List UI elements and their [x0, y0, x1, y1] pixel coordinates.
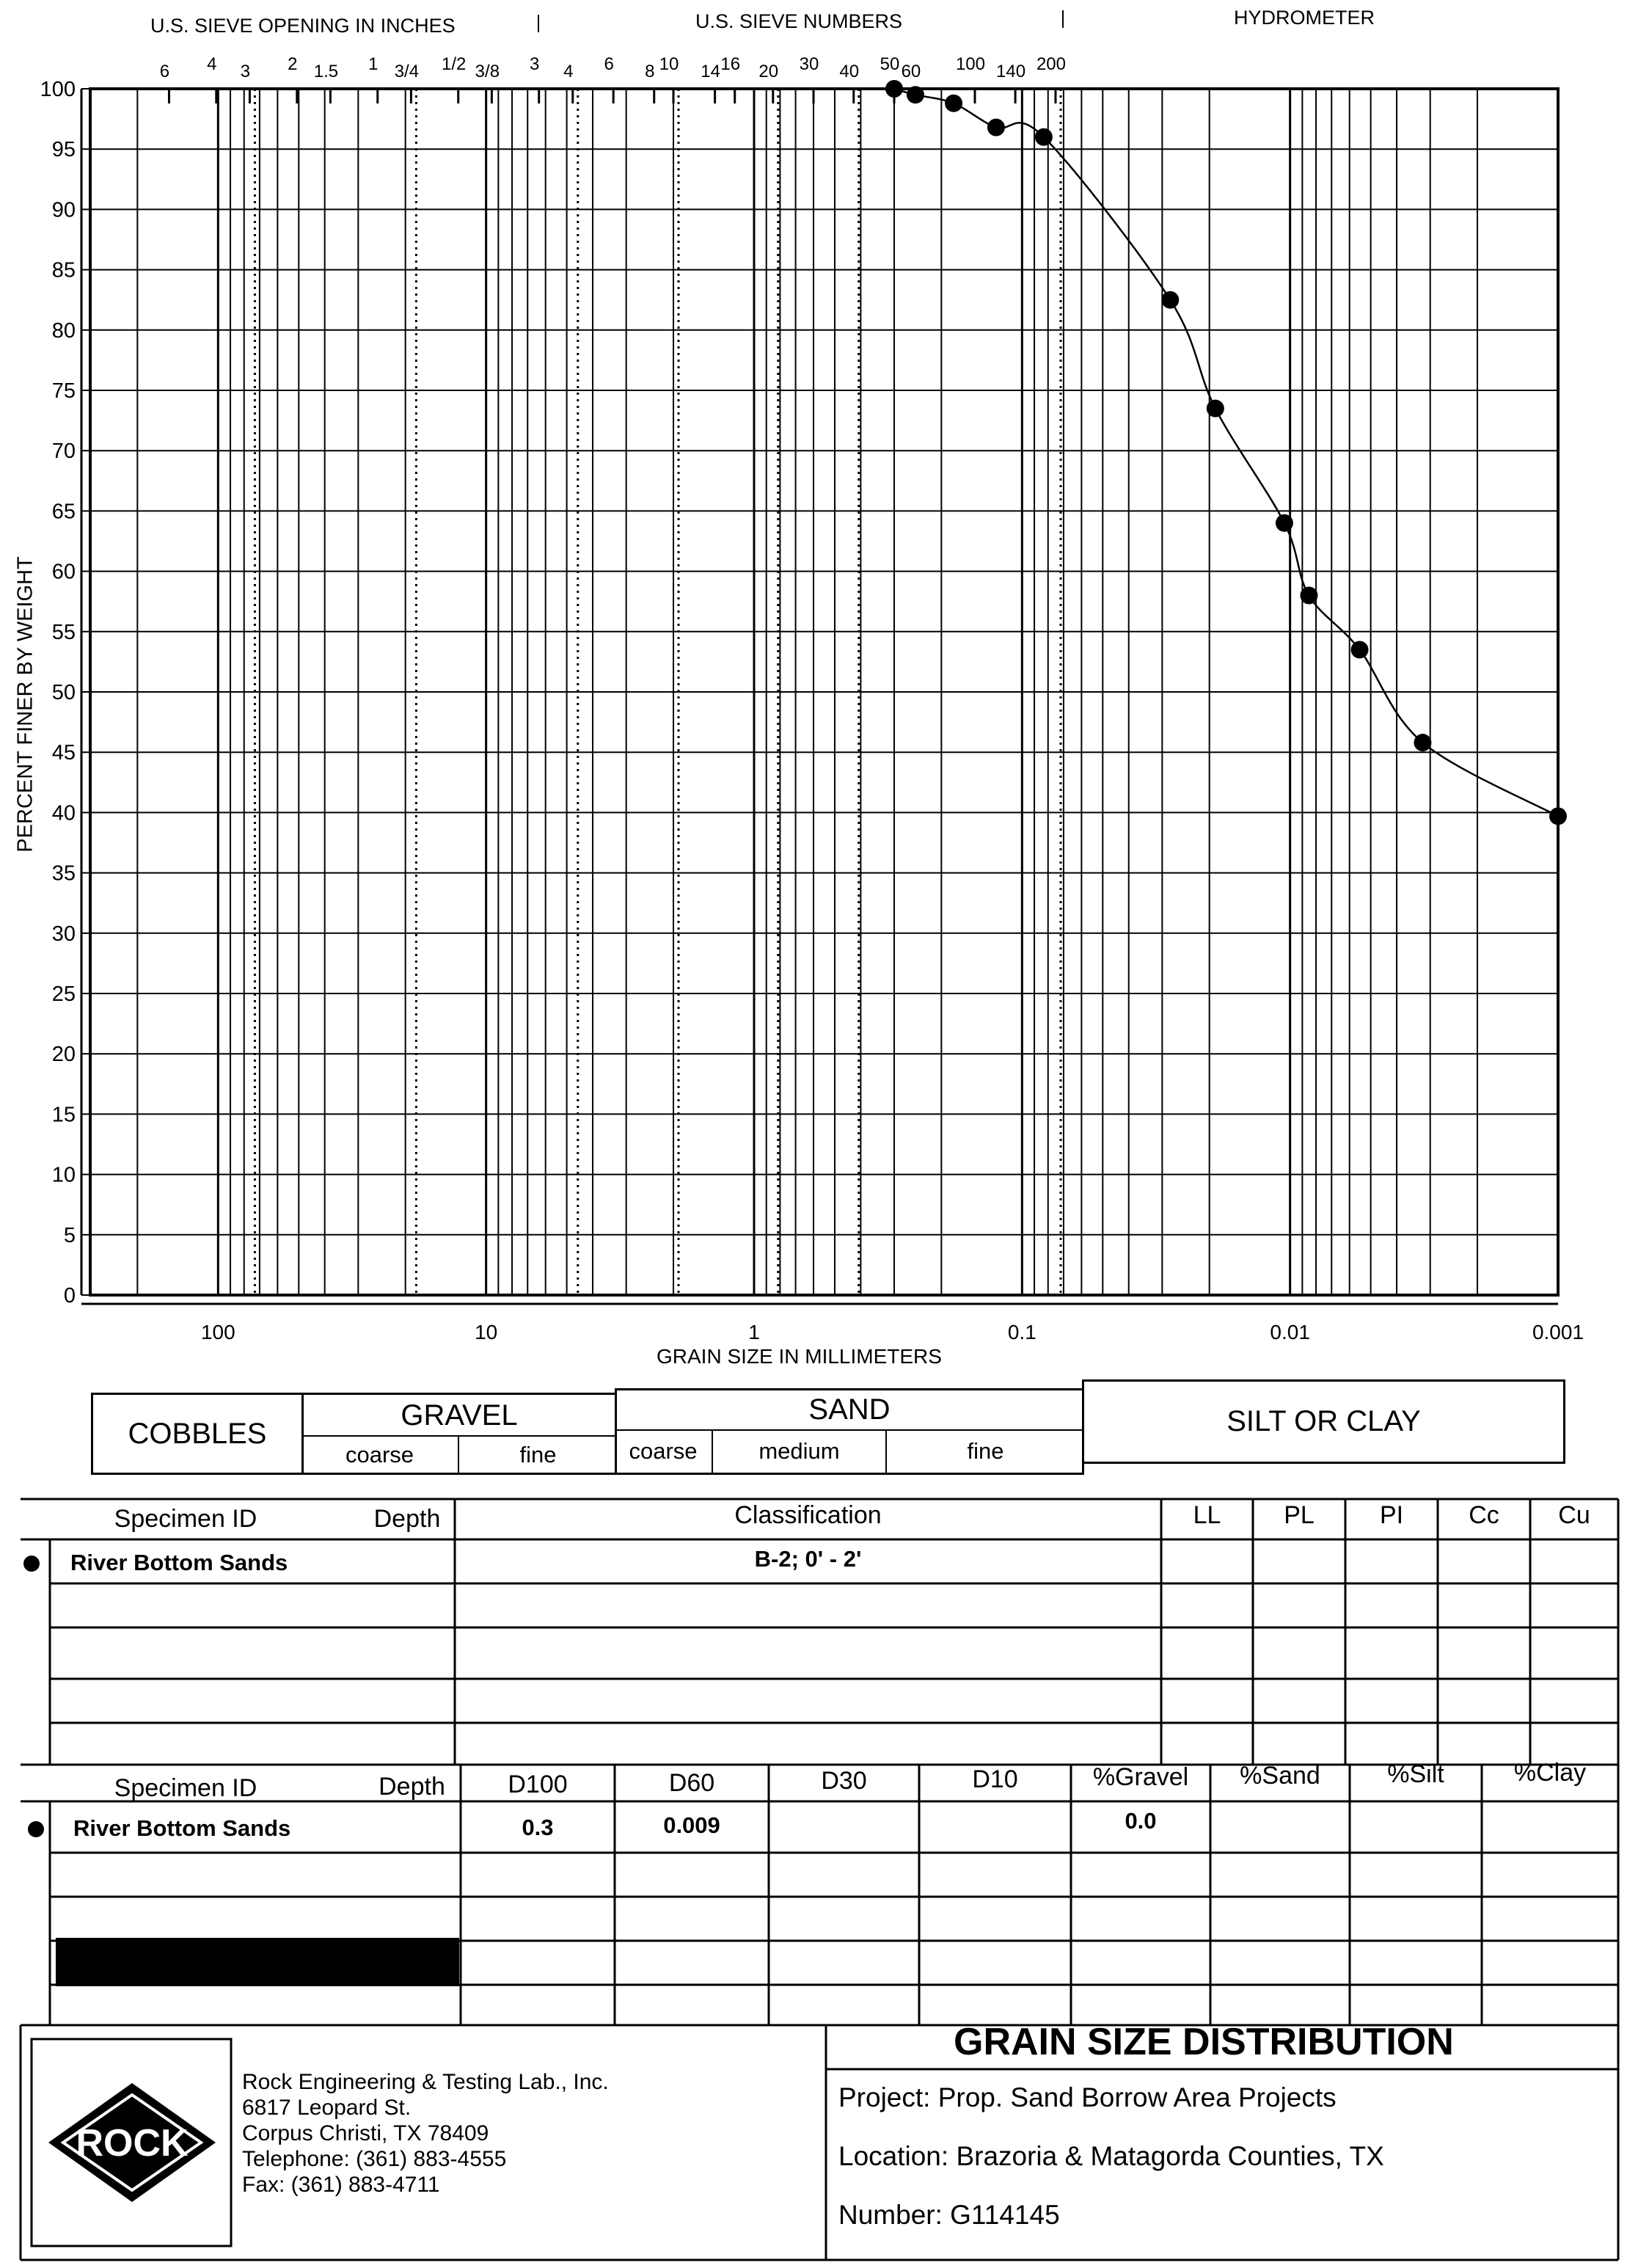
company-block	[242, 2069, 609, 2198]
company-city: Corpus Christi, TX 78409	[242, 2121, 489, 2145]
t1-classification-value: B-2; 0' - 2'	[754, 1546, 862, 1572]
redaction-bar	[56, 1938, 459, 1986]
y-tick-label: 65	[51, 500, 76, 524]
sieve-tick-label: 30	[799, 54, 819, 74]
t1-header-depth: Depth	[373, 1505, 441, 1533]
series-marker-icon-2	[28, 1821, 44, 1837]
t1-header-cu: Cu	[1558, 1501, 1590, 1529]
sieve-tick-label: 1.5	[313, 62, 339, 81]
x-tick-label: 0.001	[1532, 1321, 1584, 1343]
y-tick-label: 75	[51, 379, 76, 403]
y-tick-label: 0	[63, 1284, 76, 1308]
y-tick-label: 10	[51, 1163, 76, 1187]
y-tick-label: 5	[63, 1223, 76, 1247]
t2-header-depth: Depth	[379, 1773, 445, 1801]
sieve-tick-label: 3	[530, 54, 540, 74]
sieve-numbers-header: U.S. SIEVE NUMBERS	[695, 10, 903, 32]
y-tick-label: 100	[40, 78, 76, 101]
t2-header-d30: D30	[821, 1767, 867, 1795]
sand-fine-label: fine	[967, 1438, 1004, 1464]
sieve-tick-label: 6	[604, 54, 614, 74]
t2-specimen-value: River Bottom Sands	[73, 1815, 291, 1841]
sieve-tick-label: 8	[645, 62, 655, 81]
y-axis-title: PERCENT FINER BY WEIGHT	[13, 556, 37, 853]
y-tick-label: 45	[51, 741, 76, 765]
sieve-tick-label: 140	[996, 62, 1026, 81]
y-tick-label: 95	[51, 138, 76, 162]
location-line: Location: Brazoria & Matagorda Counties, TX	[838, 2141, 1384, 2171]
t1-header-classification: Classification	[734, 1501, 882, 1529]
y-tick-label: 50	[51, 681, 76, 704]
t2-header-clay: %Clay	[1513, 1759, 1587, 1787]
t1-header-pl: PL	[1284, 1501, 1315, 1529]
y-tick-label: 55	[51, 620, 76, 644]
t2-header-d100: D100	[508, 1771, 568, 1798]
sieve-tick-label: 4	[207, 54, 217, 74]
gravel-coarse-label: coarse	[345, 1442, 414, 1467]
company-fax: Fax: (361) 883-4711	[242, 2173, 440, 2197]
y-tick-label: 70	[51, 440, 76, 464]
t1-header-cc: Cc	[1469, 1501, 1499, 1529]
sieve-tick-label: 10	[659, 54, 679, 74]
y-tick-label: 30	[51, 922, 76, 946]
y-tick-label: 40	[51, 801, 76, 825]
y-tick-label: 90	[51, 198, 76, 222]
sand-medium-label: medium	[758, 1438, 840, 1464]
cobbles-label: COBBLES	[128, 1417, 267, 1450]
sieve-tick-label: 100	[955, 54, 986, 74]
x-tick-label: 0.1	[1007, 1321, 1036, 1343]
t1-header-pi: PI	[1379, 1501, 1404, 1529]
y-tick-label: 20	[51, 1043, 76, 1067]
t2-header-d10: D10	[972, 1765, 1018, 1793]
x-tick-label: 10	[475, 1321, 498, 1343]
gravel-fine-label: fine	[519, 1442, 557, 1467]
sieve-tick-label: 60	[901, 62, 921, 81]
rock-logo	[47, 2082, 217, 2203]
y-tick-label: 80	[51, 318, 76, 343]
company-street: 6817 Leopard St.	[242, 2096, 412, 2120]
sand-coarse-label: coarse	[629, 1438, 698, 1464]
silt-clay-label: SILT OR CLAY	[1226, 1405, 1421, 1437]
t1-header-specimen: Specimen ID	[114, 1505, 257, 1533]
x-tick-label: 0.01	[1270, 1321, 1310, 1343]
sieve-tick-label: 40	[839, 62, 860, 81]
sand-label: SAND	[808, 1393, 891, 1426]
hydrometer-header: HYDROMETER	[1234, 7, 1375, 29]
sieve-tick-label: 3	[240, 62, 251, 81]
project-line: Project: Prop. Sand Borrow Area Projects	[838, 2082, 1337, 2112]
number-line: Number: G114145	[838, 2200, 1060, 2230]
t2-d60-value: 0.009	[663, 1812, 720, 1838]
sieve-tick-label: 2	[288, 54, 298, 74]
sieve-tick-label: 14	[701, 62, 720, 81]
company-name: Rock Engineering & Testing Lab., Inc.	[242, 2070, 609, 2094]
gravel-label: GRAVEL	[401, 1399, 518, 1432]
sieve-tick-label: 3/8	[475, 62, 500, 81]
sieve-tick-label: 200	[1036, 54, 1066, 74]
t2-gravel-value: 0.0	[1125, 1808, 1157, 1834]
t1-specimen-value: River Bottom Sands	[70, 1550, 288, 1575]
t2-header-d60: D60	[668, 1769, 715, 1797]
t2-d100-value: 0.3	[522, 1815, 554, 1840]
y-tick-label: 25	[51, 982, 76, 1006]
report-title: GRAIN SIZE DISTRIBUTION	[954, 2021, 1454, 2063]
x-axis-title: GRAIN SIZE IN MILLIMETERS	[657, 1345, 942, 1368]
x-tick-label: 1	[748, 1321, 760, 1343]
t2-header-gravel: %Gravel	[1092, 1763, 1189, 1791]
y-tick-label: 85	[51, 258, 76, 282]
y-tick-label: 35	[51, 861, 76, 886]
y-tick-label: 15	[51, 1103, 76, 1127]
sieve-tick-label: 4	[563, 62, 574, 81]
sieve-tick-label: 1/2	[442, 54, 467, 74]
t2-header-silt: %Silt	[1387, 1760, 1444, 1788]
company-telephone: Telephone: (361) 883-4555	[242, 2147, 507, 2171]
sieve-inches-header: U.S. SIEVE OPENING IN INCHES	[150, 15, 456, 37]
t2-header-sand: %Sand	[1240, 1762, 1320, 1790]
sieve-tick-label: 3/4	[394, 62, 420, 81]
sieve-tick-label: 6	[159, 62, 170, 81]
series-marker-icon	[23, 1556, 40, 1572]
t1-header-ll: LL	[1193, 1501, 1221, 1529]
sieve-tick-label: 20	[758, 62, 779, 81]
t2-header-specimen: Specimen ID	[114, 1774, 257, 1802]
y-tick-label: 60	[51, 560, 76, 584]
logo-text: ROCK	[76, 2122, 189, 2165]
sieve-tick-label: 1	[368, 54, 379, 74]
sieve-tick-label: 50	[880, 54, 900, 74]
x-tick-label: 100	[200, 1321, 235, 1343]
sieve-tick-label: 16	[720, 54, 741, 74]
